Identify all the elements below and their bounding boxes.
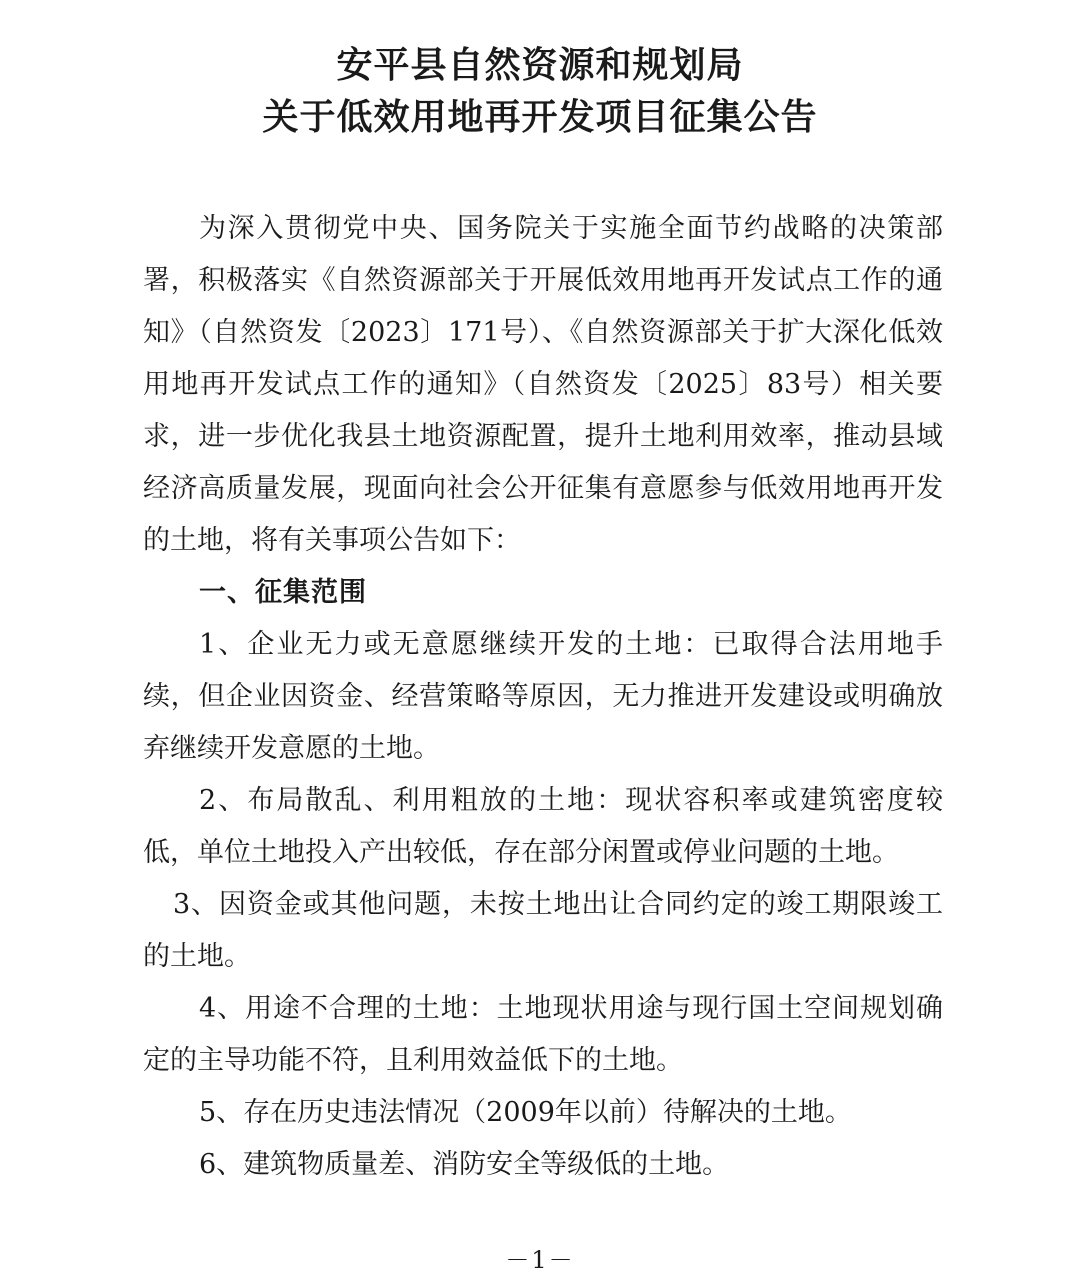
list-item: 3、因资金或其他问题，未按土地出让合同约定的竣工期限竣工的土地。 — [143, 889, 943, 972]
document-title-line-2: 关于低效用地再开发项目征集公告 — [262, 97, 818, 138]
list-item: 6、建筑物质量差、消防安全等级低的土地。 — [199, 1149, 730, 1180]
document-title-line-1: 安平县自然资源和规划局 — [336, 45, 744, 86]
intro-paragraph: 为深入贯彻党中央、国务院关于实施全面节约战略的决策部署，积极落实《自然资源部关于开展低效用地再开发试点工作的通知》（自然资发〔2023〕171号）、《自然资源部关于扩大深化低效用地再开发试点工作的通知》（自然资发〔2025〕83号）相关要求，进一步优化我县土地资源配置，提升土地利用效率，推动县域经济高质量发展，现面向社会公开征集有意愿参与低效用地再开发的土地，将有关事项公告如下： — [143, 213, 943, 556]
page-number: －1－ — [505, 1246, 575, 1274]
list-item: 2、布局散乱、利用粗放的土地：现状容积率或建筑密度较低，单位土地投入产出较低，存在部分闲置或停业问题的土地。 — [143, 785, 943, 868]
document-body — [143, 203, 943, 1191]
list-item: 4、用途不合理的土地：土地现状用途与现行国土空间规划确定的主导功能不符，且利用效益低下的土地。 — [143, 993, 943, 1076]
list-item: 5、存在历史违法情况（2009年以前）待解决的土地。 — [199, 1097, 852, 1128]
list-item: 1、企业无力或无意愿继续开发的土地：已取得合法用地手续，但企业因资金、经营策略等原因，无力推进开发建设或明确放弃继续开发意愿的土地。 — [143, 629, 943, 764]
section-heading: 一、征集范围 — [199, 577, 367, 608]
